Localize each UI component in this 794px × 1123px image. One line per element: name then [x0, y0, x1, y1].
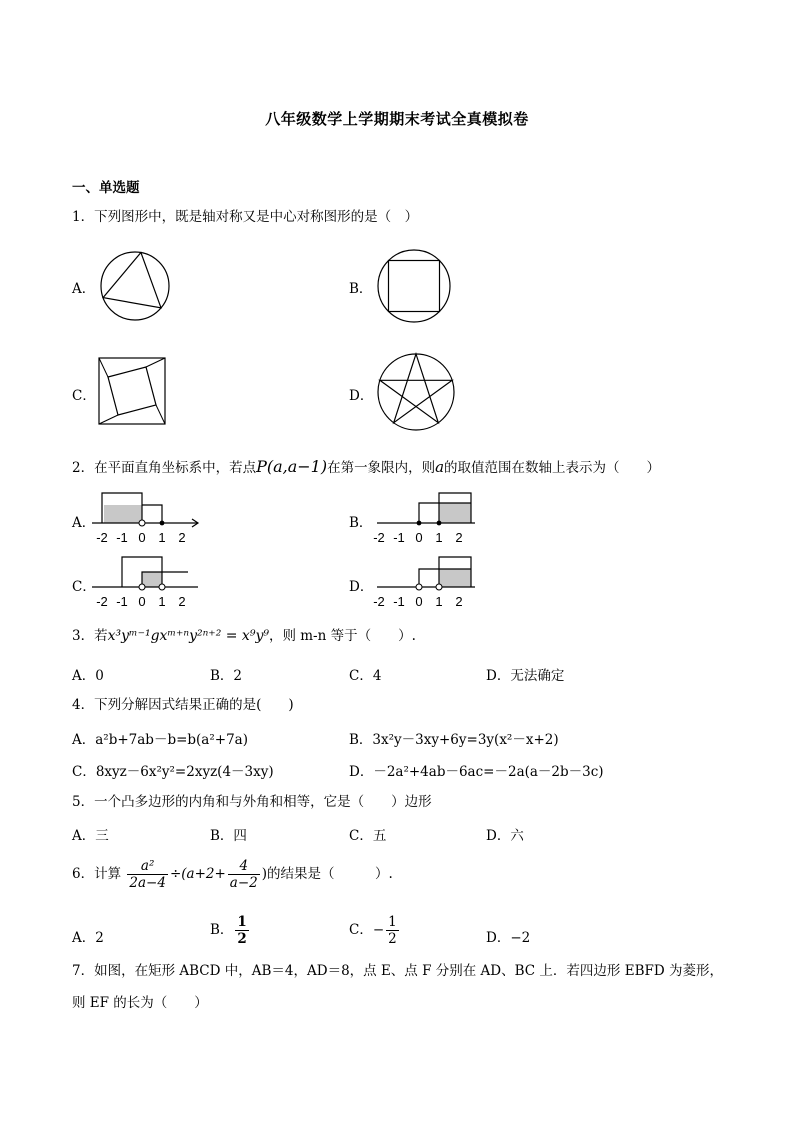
q3-option-a: A．0	[72, 668, 104, 684]
fraction-numerator: 1	[388, 914, 397, 930]
question-7-line-1: 7．如图，在矩形 ABCD 中，AB＝4，AD＝8，点 E、点 F 分别在 AD、BC 上．若四边形 EBFD 为菱形，	[72, 963, 723, 979]
q1-option-c-figure	[98, 357, 166, 425]
q4-option-a: A．a²b+7ab－b=b(a²+7a)	[72, 732, 248, 748]
q3-option-d: D．无法确定	[486, 668, 565, 684]
tick-label: 1	[158, 530, 166, 545]
tick-label: -1	[116, 530, 128, 545]
q6-option-c-label: C．−	[349, 922, 385, 938]
q3-expression: x³yᵐ⁻¹gxᵐ⁺ⁿy²ⁿ⁺² = x⁹y⁹	[107, 628, 269, 644]
q2-option-d-label: D．	[349, 579, 374, 595]
tick-label: 0	[415, 594, 423, 609]
q4-option-d: D．－2a²+4ab－6ac=－2a(a－2b－3c)	[349, 764, 604, 780]
q2-stem-mid: 在第一象限内，则	[327, 460, 436, 476]
q1-option-a-figure	[99, 250, 171, 322]
q6-stem-pre: 6．计算	[72, 866, 122, 882]
open-point	[436, 584, 442, 590]
pinwheel-line	[146, 358, 165, 367]
tick-label: 2	[178, 594, 186, 609]
question-5-stem: 5．一个凸多边形的内角和与外角和相等，它是（ ）边形	[72, 794, 432, 810]
open-point	[139, 584, 145, 590]
question-6-stem	[72, 858, 393, 891]
filled-point	[160, 521, 165, 526]
question-1-stem: 1．下列图形中，既是轴对称又是中心对称图形的是（ ）	[72, 209, 419, 225]
shaded-region	[439, 503, 471, 523]
q6-fraction-1	[127, 858, 168, 891]
q5-option-c: C．五	[349, 828, 387, 844]
outer-square-shape	[99, 358, 165, 424]
tick-label: 2	[455, 594, 463, 609]
q3-option-c: C．4	[349, 668, 382, 684]
pinwheel-line	[99, 358, 108, 377]
shaded-region	[439, 569, 471, 587]
shaded-region	[104, 505, 142, 523]
question-7-line-2: 则 EF 的长为（ ）	[72, 995, 208, 1011]
q2-option-a-label: A．	[72, 515, 96, 531]
q6-fraction-2	[228, 858, 260, 891]
tick-label: -2	[373, 530, 385, 545]
q1-option-b-label: B．	[349, 281, 373, 297]
q2-option-b-label: B．	[349, 515, 373, 531]
shaded-region	[142, 572, 162, 587]
q5-option-a: A．三	[72, 828, 109, 844]
q2-option-b-numberline	[365, 488, 480, 548]
filled-point	[417, 521, 422, 526]
q1-option-d-label: D．	[349, 388, 374, 404]
q6-option-b-label: B．	[210, 922, 234, 938]
q2-option-d-numberline	[365, 552, 480, 612]
square-shape	[389, 261, 440, 312]
pinwheel-line	[99, 415, 118, 424]
triangle-shape	[103, 250, 170, 308]
tick-label: 2	[178, 530, 186, 545]
question-3-stem	[72, 627, 416, 645]
q1-option-c-label: C．	[72, 388, 96, 404]
tick-label: -1	[393, 594, 405, 609]
q3-option-b: B．2	[210, 668, 243, 684]
pinwheel-line	[156, 405, 165, 424]
tick-label: 0	[415, 530, 423, 545]
q4-option-c: C．8xyz－6x²y²=2xyz(4－3xy)	[72, 764, 274, 780]
q6-middle-expression: ÷(a+2+	[169, 866, 226, 882]
question-4-stem: 4．下列分解因式结果正确的是( )	[72, 697, 294, 713]
tick-label: -2	[373, 594, 385, 609]
open-point	[416, 584, 422, 590]
section-heading: 一、单选题	[72, 180, 140, 196]
tick-label: -1	[393, 530, 405, 545]
q2-option-c-label: C．	[72, 579, 96, 595]
fraction-denominator: 2a−4	[129, 875, 166, 891]
q1-option-a-label: A．	[72, 281, 96, 297]
tick-label: 1	[435, 530, 443, 545]
tick-label: 1	[435, 594, 443, 609]
fraction-numerator: a²	[140, 858, 155, 874]
q2-option-a-numberline	[88, 488, 203, 548]
tick-label: -1	[116, 594, 128, 609]
page-title: 八年级数学上学期期末考试全真模拟卷	[265, 110, 529, 128]
q2-variable: a	[435, 458, 445, 476]
q5-option-d: D．六	[486, 828, 524, 844]
open-point	[159, 584, 165, 590]
fraction-numerator: 4	[239, 858, 249, 874]
tick-label: 0	[138, 530, 146, 545]
circle-shape	[101, 252, 169, 320]
q3-stem-pre: 3．若	[72, 628, 108, 644]
fraction-denominator: 2	[237, 931, 247, 947]
tick-label: -2	[96, 594, 108, 609]
q2-option-c-numberline	[88, 552, 203, 612]
inner-square-shape	[108, 367, 156, 415]
q2-stem-post: 的取值范围在数轴上表示为（ ）	[444, 460, 661, 476]
tick-label: -2	[96, 530, 108, 545]
q1-option-b-figure	[376, 248, 452, 324]
q6-option-b-fraction	[235, 914, 248, 947]
q5-option-b: B．四	[210, 828, 247, 844]
tick-label: 0	[138, 594, 146, 609]
question-2-stem	[72, 458, 660, 477]
q2-stem-pre: 2．在平面直角坐标系中，若点	[72, 460, 257, 476]
q6-stem-post: )的结果是（ ）.	[261, 866, 393, 882]
fraction-denominator: 2	[388, 931, 397, 947]
q3-stem-post: ，则 m-n 等于（ ）.	[268, 628, 416, 644]
fraction-denominator: a−2	[229, 875, 258, 891]
q6-option-c-fraction	[386, 914, 399, 947]
q1-option-d-figure	[376, 352, 456, 432]
range-bracket	[142, 505, 162, 523]
q6-option-b	[210, 914, 251, 947]
filled-point	[437, 521, 442, 526]
tick-label: 1	[158, 594, 166, 609]
tick-label: 2	[455, 530, 463, 545]
fraction-numerator: 1	[237, 914, 247, 930]
q4-option-b: B．3x²y－3xy+6y=3y(x²－x+2)	[349, 732, 559, 748]
q6-option-d: D．−2	[486, 930, 531, 946]
open-point	[139, 520, 145, 526]
q6-option-c	[349, 914, 401, 947]
q2-point-expression: P(a,a−1)	[256, 457, 328, 476]
circle-shape	[378, 354, 454, 430]
q6-option-a: A．2	[72, 930, 104, 946]
